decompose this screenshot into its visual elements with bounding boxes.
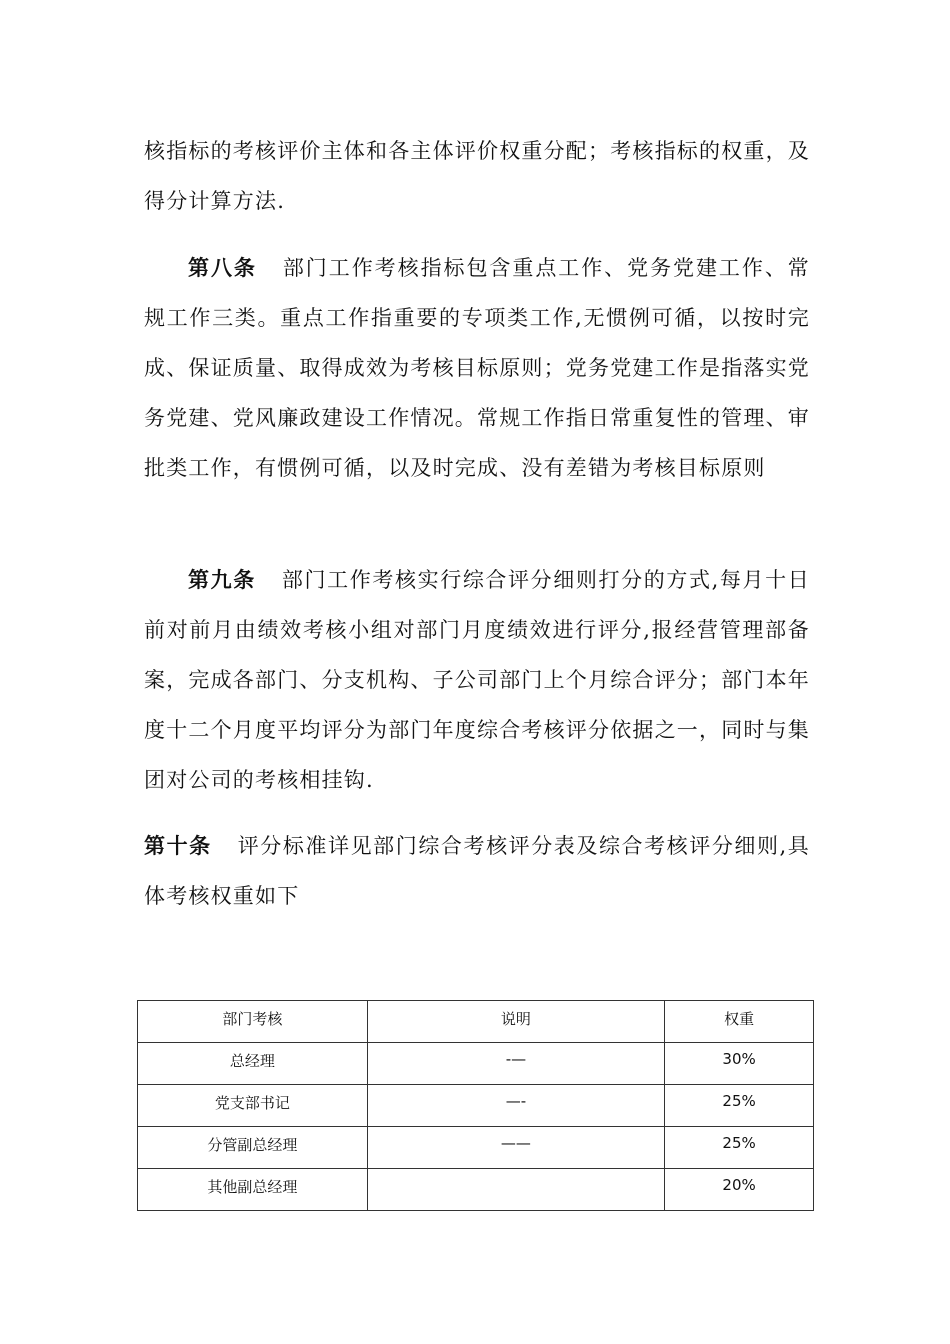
header-description: 说明 (367, 1001, 665, 1043)
article-8-number: 第八条 (188, 256, 257, 280)
cell-role: 分管副总经理 (138, 1127, 368, 1169)
cell-description: —— (367, 1127, 665, 1169)
header-department: 部门考核 (138, 1001, 368, 1043)
table-header-row (138, 1001, 814, 1043)
header-weight: 权重 (665, 1001, 814, 1043)
table-row (138, 1085, 814, 1127)
cell-weight: 20% (665, 1169, 814, 1211)
article-9-paragraph (144, 555, 810, 805)
cell-role: 其他副总经理 (138, 1169, 368, 1211)
table-row (138, 1127, 814, 1169)
cell-role: 党支部书记 (138, 1085, 368, 1127)
intro-paragraph: 核指标的考核评价主体和各主体评价权重分配；考核指标的权重，及得分计算方法. (144, 139, 810, 213)
article-10-paragraph (144, 821, 810, 921)
table-row (138, 1169, 814, 1211)
cell-description: -— (367, 1043, 665, 1085)
article-10-text: 评分标准详见部门综合考核评分表及综合考核评分细则,具体考核权重如下 (144, 834, 810, 908)
article-8-paragraph (144, 243, 810, 493)
article-9-number: 第九条 (188, 568, 256, 592)
cell-weight: 30% (665, 1043, 814, 1085)
cell-weight: 25% (665, 1085, 814, 1127)
article-9-text: 部门工作考核实行综合评分细则打分的方式,每月十日前对前月由绩效考核小组对部门月度绩效进行评分,报经营管理部备案，完成各部门、分支机构、子公司部门上个月综合评分；部门本年度十二个月度平均评分为部门年度综合考核评分依据之一，同时与集团对公司的考核相挂钩. (144, 568, 810, 792)
table-row (138, 1043, 814, 1085)
article-10-number: 第十条 (144, 834, 212, 858)
article-8-text: 部门工作考核指标包含重点工作、党务党建工作、常规工作三类。重点工作指重要的专项类工作,无惯例可循，以按时完成、保证质量、取得成效为考核目标原则；党务党建工作是指落实党务党建、党风廉政建设工作情况。常规工作指日常重复性的管理、审批类工作，有惯例可循，以及时完成、没有差错为考核目标原则 (144, 256, 810, 480)
cell-description (367, 1169, 665, 1211)
weight-table (137, 1000, 814, 1211)
cell-weight: 25% (665, 1127, 814, 1169)
cell-description: —- (367, 1085, 665, 1127)
cell-role: 总经理 (138, 1043, 368, 1085)
